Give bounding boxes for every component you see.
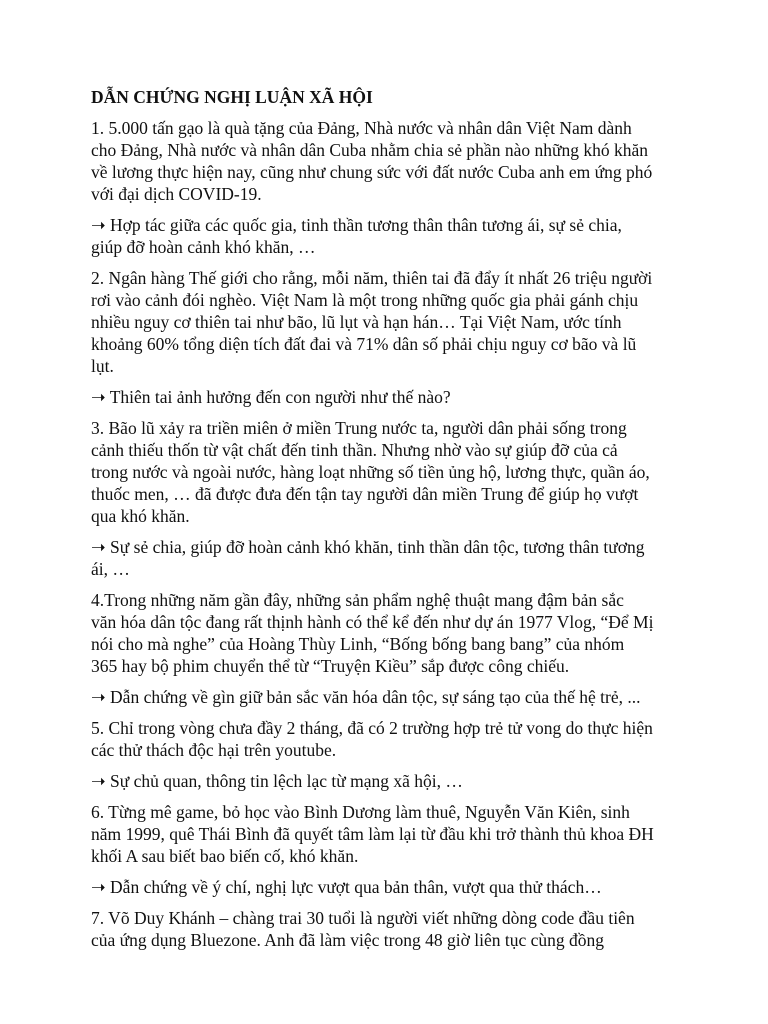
text-line: văn hóa dân tộc đang rất thịnh hành có thể kể đến như dự án 1977 Vlog, “Để Mị [91,612,654,632]
text-line: ➝ Thiên tai ảnh hưởng đến con người như thế nào? [91,387,451,407]
document-title: DẪN CHỨNG NGHỊ LUẬN XÃ HỘI [91,87,373,107]
text-line: cho Đảng, Nhà nước và nhân dân Cuba nhằm chia sẻ phần nào những khó khăn [91,140,648,160]
paragraph-7 [91,907,708,951]
text-line: nhiều nguy cơ thiên tai như bão, lũ lụt và hạn hán… Tại Việt Nam, ước tính [91,312,622,332]
text-line: ➝ Sự chủ quan, thông tin lệch lạc từ mạng xã hội, … [91,771,463,791]
conclusion-4 [91,686,708,708]
text-line: khối A sau biết bao biến cố, khó khăn. [91,846,359,866]
paragraph-1 [91,117,708,205]
conclusion-5 [91,770,708,792]
text-line: 3. Bão lũ xảy ra triền miên ở miền Trung nước ta, người dân phải sống trong [91,418,627,438]
text-line: ➝ Dẫn chứng về ý chí, nghị lực vượt qua bản thân, vượt qua thử thách… [91,877,602,897]
text-line: trong nước và ngoài nước, hàng loạt những số tiền ủng hộ, lương thực, quần áo, [91,462,650,482]
text-line: cảnh thiếu thốn từ vật chất đến tinh thần. Nhưng nhờ vào sự giúp đỡ của cả [91,440,618,460]
text-line: giúp đỡ hoàn cảnh khó khăn, … [91,237,316,257]
text-line: ➝ Hợp tác giữa các quốc gia, tinh thần tương thân thân tương ái, sự sẻ chia, [91,215,622,235]
text-line: các thử thách độc hại trên youtube. [91,740,337,760]
paragraph-6 [91,801,708,867]
text-line: ➝ Dẫn chứng về gìn giữ bản sắc văn hóa dân tộc, sự sáng tạo của thế hệ trẻ, ... [91,687,641,707]
text-line: nói cho mà nghe” của Hoàng Thùy Linh, “Bống bống bang bang” của nhóm [91,634,625,654]
text-line: về lương thực hiện nay, cũng như chung sức với đất nước Cuba anh em ứng phó [91,162,653,182]
conclusion-6 [91,876,708,898]
text-line: thuốc men, … đã được đưa đến tận tay người dân miền Trung để giúp họ vượt [91,484,639,504]
text-line: ➝ Sự sẻ chia, giúp đỡ hoàn cảnh khó khăn, tinh thần dân tộc, tương thân tương [91,537,645,557]
text-line: lụt. [91,356,114,376]
text-line: rơi vào cảnh đói nghèo. Việt Nam là một trong những quốc gia phải gánh chịu [91,290,639,310]
text-line: 5. Chỉ trong vòng chưa đầy 2 tháng, đã có 2 trường hợp trẻ tử vong do thực hiện [91,718,653,738]
text-line: khoảng 60% tổng diện tích đất đai và 71% dân số phải chịu nguy cơ bão và lũ [91,334,637,354]
conclusion-1 [91,214,708,258]
text-line: ái, … [91,559,130,579]
text-line: 1. 5.000 tấn gạo là quà tặng của Đảng, Nhà nước và nhân dân Việt Nam dành [91,118,632,138]
text-line: 7. Võ Duy Khánh – chàng trai 30 tuổi là người viết những dòng code đầu tiên [91,908,635,928]
text-line: qua khó khăn. [91,506,190,526]
text-line: 6. Từng mê game, bỏ học vào Bình Dương làm thuê, Nguyễn Văn Kiên, sinh [91,802,630,822]
conclusion-3 [91,536,708,580]
text-line: 2. Ngân hàng Thế giới cho rằng, mỗi năm, thiên tai đã đẩy ít nhất 26 triệu người [91,268,653,288]
paragraph-3 [91,417,708,527]
paragraph-2 [91,267,708,377]
text-line: 4.Trong những năm gần đây, những sản phẩm nghệ thuật mang đậm bản sắc [91,590,624,610]
text-line: của ứng dụng Bluezone. Anh đã làm việc trong 48 giờ liên tục cùng đồng [91,930,605,950]
text-line: 365 hay bộ phim chuyển thể từ “Truyện Kiều” sắp được công chiếu. [91,656,570,676]
conclusion-2 [91,386,708,408]
text-line: năm 1999, quê Thái Bình đã quyết tâm làm lại từ đầu khi trở thành thủ khoa ĐH [91,824,654,844]
paragraph-4 [91,589,708,677]
text-line: với đại dịch COVID-19. [91,184,262,204]
paragraph-5 [91,717,708,761]
